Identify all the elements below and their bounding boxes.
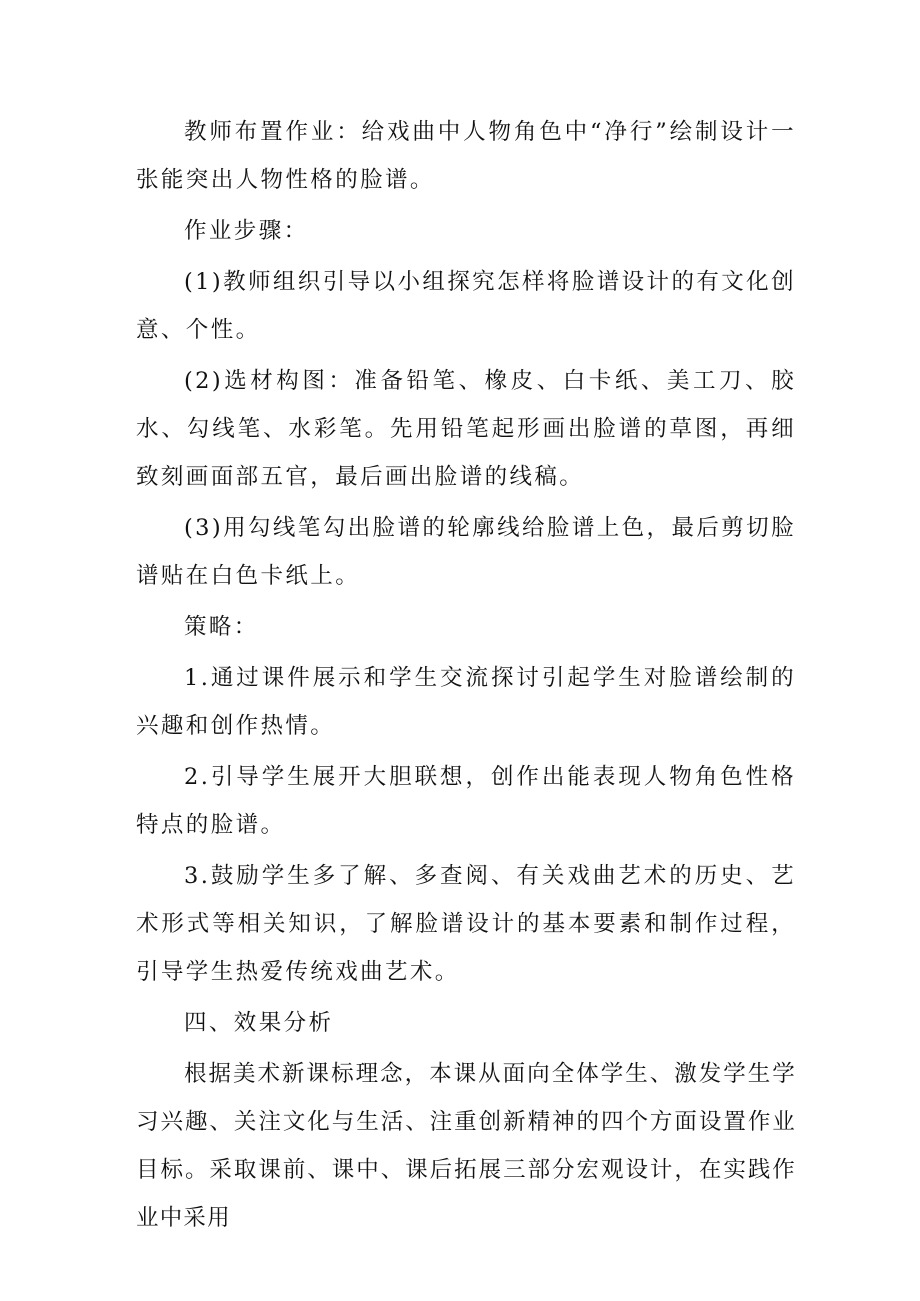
paragraph-step-2: (2)选材构图：准备铅笔、橡皮、白卡纸、美工刀、胶水、勾线笔、水彩笔。先用铅笔起形画出脸谱的草图，再细致刻画面部五官，最后画出脸谱的线稿。 xyxy=(136,368,796,490)
paragraph-strategy-3: 3.鼓励学生多了解、多查阅、有关戏曲艺术的历史、艺术形式等相关知识，了解脸谱设计的基本要素和制作过程，引导学生热爱传统戏曲艺术。 xyxy=(136,863,796,985)
paragraph-strategy-heading: 策略： xyxy=(184,614,259,640)
document-body xyxy=(136,108,796,1245)
paragraph-strategy-1: 1.通过课件展示和学生交流探讨引起学生对脸谱绘制的兴趣和创作热情。 xyxy=(136,665,796,739)
paragraph-assignment: 教师布置作业：给戏曲中人物角色中“净行”绘制设计一张能突出人物性格的脸谱。 xyxy=(136,119,796,193)
paragraph-strategy-2: 2.引导学生展开大胆联想，创作出能表现人物角色性格特点的脸谱。 xyxy=(136,764,796,838)
paragraph-step-3: (3)用勾线笔勾出脸谱的轮廓线给脸谱上色，最后剪切脸谱贴在白色卡纸上。 xyxy=(136,515,796,589)
paragraph-step-1: (1)教师组织引导以小组探究怎样将脸谱设计的有文化创意、个性。 xyxy=(136,269,796,343)
paragraph-effect-analysis: 根据美术新课标理念，本课从面向全体学生、激发学生学习兴趣、关注文化与生活、注重创新精神的四个方面设置作业目标。采取课前、课中、课后拓展三部分宏观设计，在实践作业中采用 xyxy=(136,1061,796,1231)
paragraph-section-four-heading: 四、效果分析 xyxy=(184,1010,334,1036)
paragraph-steps-heading: 作业步骤： xyxy=(184,218,309,244)
